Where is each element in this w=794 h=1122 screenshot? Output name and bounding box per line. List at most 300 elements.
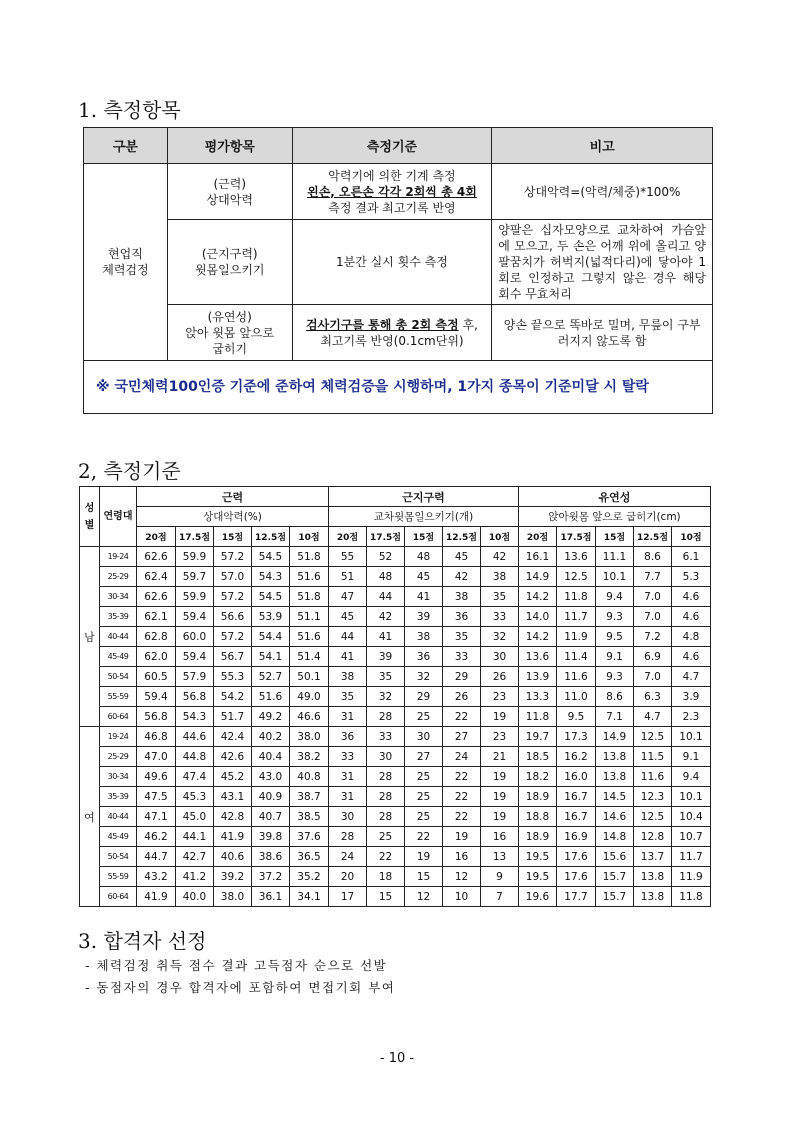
score-header-row xyxy=(80,527,711,547)
value-cell: 17.6 xyxy=(557,847,596,867)
value-cell: 54.5 xyxy=(252,547,290,567)
value-cell: 59.4 xyxy=(176,647,214,667)
section3-heading: 3. 합격자 선정 xyxy=(78,929,207,953)
value-cell: 12.5 xyxy=(557,567,596,587)
value-cell: 59.9 xyxy=(176,547,214,567)
value-cell: 13.8 xyxy=(634,887,672,907)
age-cell: 40-44 xyxy=(100,627,137,647)
score-header: 20점 xyxy=(137,527,176,547)
value-cell: 27 xyxy=(405,747,443,767)
value-cell: 17.3 xyxy=(557,727,596,747)
value-cell: 54.4 xyxy=(252,627,290,647)
value-cell: 54.5 xyxy=(252,587,290,607)
value-cell: 57.2 xyxy=(214,627,252,647)
value-cell: 38.2 xyxy=(290,747,329,767)
value-cell: 44 xyxy=(367,587,405,607)
value-cell: 11.5 xyxy=(634,747,672,767)
value-cell: 56.7 xyxy=(214,647,252,667)
value-cell: 7.1 xyxy=(596,707,634,727)
value-cell: 4.6 xyxy=(672,587,711,607)
value-cell: 14.8 xyxy=(596,827,634,847)
value-cell: 40.7 xyxy=(252,807,290,827)
value-cell: 47.4 xyxy=(176,767,214,787)
value-cell: 51.7 xyxy=(214,707,252,727)
value-cell: 4.6 xyxy=(672,647,711,667)
item-flexibility: (유연성) 앉아 윗몸 앞으로 굽히기 xyxy=(167,305,292,361)
value-cell: 9.4 xyxy=(596,587,634,607)
table-row xyxy=(80,807,711,827)
value-cell: 16.7 xyxy=(557,787,596,807)
value-cell: 38.0 xyxy=(290,727,329,747)
item-endurance: (근지구력) 윗몸일으키기 xyxy=(167,220,292,305)
value-cell: 40.9 xyxy=(252,787,290,807)
value-cell: 12.5 xyxy=(634,727,672,747)
score-header: 20점 xyxy=(329,527,367,547)
measurement-items-table xyxy=(83,127,713,414)
value-cell: 9.1 xyxy=(596,647,634,667)
value-cell: 19 xyxy=(481,707,519,727)
value-cell: 26 xyxy=(443,687,481,707)
value-cell: 8.6 xyxy=(634,547,672,567)
value-cell: 44.8 xyxy=(176,747,214,767)
value-cell: 13.9 xyxy=(519,667,557,687)
value-cell: 40.4 xyxy=(252,747,290,767)
age-cell: 35-39 xyxy=(100,607,137,627)
value-cell: 18.5 xyxy=(519,747,557,767)
table-row xyxy=(80,827,711,847)
value-cell: 54.1 xyxy=(252,647,290,667)
value-cell: 30 xyxy=(405,727,443,747)
value-cell: 38 xyxy=(443,587,481,607)
value-cell: 23 xyxy=(481,687,519,707)
age-cell: 60-64 xyxy=(100,887,137,907)
value-cell: 42 xyxy=(367,607,405,627)
value-cell: 12.8 xyxy=(634,827,672,847)
age-cell: 40-44 xyxy=(100,807,137,827)
value-cell: 16.7 xyxy=(557,807,596,827)
value-cell: 14.2 xyxy=(519,627,557,647)
value-cell: 42.6 xyxy=(214,747,252,767)
value-cell: 11.1 xyxy=(596,547,634,567)
table-row xyxy=(80,707,711,727)
value-cell: 59.4 xyxy=(176,607,214,627)
value-cell: 8.6 xyxy=(596,687,634,707)
value-cell: 22 xyxy=(443,807,481,827)
value-cell: 35.2 xyxy=(290,867,329,887)
value-cell: 40.6 xyxy=(214,847,252,867)
value-cell: 45 xyxy=(443,547,481,567)
value-cell: 47.5 xyxy=(137,787,176,807)
value-cell: 32 xyxy=(405,667,443,687)
table-row xyxy=(80,627,711,647)
value-cell: 31 xyxy=(329,787,367,807)
value-cell: 13.8 xyxy=(596,747,634,767)
value-cell: 16.0 xyxy=(557,767,596,787)
value-cell: 7.0 xyxy=(634,667,672,687)
score-header: 15점 xyxy=(596,527,634,547)
value-cell: 30 xyxy=(481,647,519,667)
table-row xyxy=(80,727,711,747)
value-cell: 47.0 xyxy=(137,747,176,767)
score-header: 17.5점 xyxy=(557,527,596,547)
value-cell: 28 xyxy=(367,787,405,807)
value-cell: 49.0 xyxy=(290,687,329,707)
value-cell: 25 xyxy=(405,807,443,827)
value-cell: 46.6 xyxy=(290,707,329,727)
value-cell: 45 xyxy=(329,607,367,627)
value-cell: 9.3 xyxy=(596,667,634,687)
value-cell: 9.1 xyxy=(672,747,711,767)
value-cell: 46.8 xyxy=(137,727,176,747)
value-cell: 18.9 xyxy=(519,827,557,847)
age-cell: 25-29 xyxy=(100,567,137,587)
value-cell: 62.1 xyxy=(137,607,176,627)
page-number: - 10 - xyxy=(379,1051,415,1066)
value-cell: 29 xyxy=(405,687,443,707)
value-cell: 9 xyxy=(481,867,519,887)
value-cell: 50.1 xyxy=(290,667,329,687)
value-cell: 19 xyxy=(443,827,481,847)
value-cell: 59.4 xyxy=(137,687,176,707)
age-cell: 19-24 xyxy=(100,547,137,567)
value-cell: 37.6 xyxy=(290,827,329,847)
value-cell: 40.0 xyxy=(176,887,214,907)
selection-rule-1: - 체력검정 취득 점수 결과 고득점자 순으로 선발 xyxy=(85,958,388,973)
age-cell: 55-59 xyxy=(100,687,137,707)
table-row xyxy=(80,847,711,867)
value-cell: 59.9 xyxy=(176,587,214,607)
value-cell: 51.8 xyxy=(290,587,329,607)
value-cell: 10 xyxy=(443,887,481,907)
value-cell: 45.3 xyxy=(176,787,214,807)
value-cell: 41 xyxy=(405,587,443,607)
value-cell: 15.7 xyxy=(596,867,634,887)
value-cell: 11.7 xyxy=(672,847,711,867)
value-cell: 19.6 xyxy=(519,887,557,907)
score-header: 17.5점 xyxy=(367,527,405,547)
value-cell: 25 xyxy=(367,827,405,847)
score-header: 12.5점 xyxy=(634,527,672,547)
age-cell: 60-64 xyxy=(100,707,137,727)
table-row xyxy=(80,887,711,907)
value-cell: 11.0 xyxy=(557,687,596,707)
header-note: 비고 xyxy=(492,128,713,164)
table-row xyxy=(80,607,711,627)
value-cell: 57.0 xyxy=(214,567,252,587)
value-cell: 6.3 xyxy=(634,687,672,707)
value-cell: 47.1 xyxy=(137,807,176,827)
value-cell: 39.2 xyxy=(214,867,252,887)
value-cell: 5.3 xyxy=(672,567,711,587)
note-endurance: 양팔은 십자모양으로 교차하여 가슴앞에 모으고, 두 손은 어깨 위에 올리고 양 팔꿈치가 허벅지(넓적다리)에 닿아야 1회로 인정하고 그렇지 않은 경우 해당 회수 무효처리 xyxy=(492,220,713,305)
table-row xyxy=(80,547,711,567)
value-cell: 19.5 xyxy=(519,867,557,887)
value-cell: 6.9 xyxy=(634,647,672,667)
value-cell: 13.3 xyxy=(519,687,557,707)
value-cell: 62.4 xyxy=(137,567,176,587)
value-cell: 11.7 xyxy=(557,607,596,627)
value-cell: 36 xyxy=(443,607,481,627)
value-cell: 44.7 xyxy=(137,847,176,867)
note-strength: 상대악력=(악력/체중)*100% xyxy=(492,164,713,220)
value-cell: 38.6 xyxy=(252,847,290,867)
value-cell: 14.5 xyxy=(596,787,634,807)
sub-flexibility: 앉아윗몸 앞으로 굽히기(cm) xyxy=(519,507,711,527)
value-cell: 36 xyxy=(329,727,367,747)
value-cell: 9.5 xyxy=(557,707,596,727)
value-cell: 31 xyxy=(329,707,367,727)
criteria-endurance: 1분간 실시 횟수 측정 xyxy=(292,220,492,305)
value-cell: 25 xyxy=(405,767,443,787)
value-cell: 39 xyxy=(367,647,405,667)
value-cell: 10.1 xyxy=(672,727,711,747)
value-cell: 53.9 xyxy=(252,607,290,627)
header-item: 평가항목 xyxy=(167,128,292,164)
sex-cell: 남 xyxy=(80,547,100,727)
value-cell: 29 xyxy=(443,667,481,687)
age-cell: 45-49 xyxy=(100,827,137,847)
value-cell: 19.5 xyxy=(519,847,557,867)
sub-endurance: 교차윗몸일으키기(개) xyxy=(329,507,519,527)
value-cell: 38.5 xyxy=(290,807,329,827)
value-cell: 22 xyxy=(443,767,481,787)
group-endurance: 근지구력 xyxy=(329,487,519,507)
table-row xyxy=(80,787,711,807)
value-cell: 10.4 xyxy=(672,807,711,827)
value-cell: 17 xyxy=(329,887,367,907)
value-cell: 18.2 xyxy=(519,767,557,787)
header-category: 구분 xyxy=(84,128,168,164)
value-cell: 11.9 xyxy=(672,867,711,887)
value-cell: 4.7 xyxy=(634,707,672,727)
score-header: 10점 xyxy=(290,527,329,547)
value-cell: 12.5 xyxy=(634,807,672,827)
value-cell: 42.4 xyxy=(214,727,252,747)
category-cell: 현업직 체력검정 xyxy=(84,164,168,361)
section1-heading: 1. 측정항목 xyxy=(78,98,181,122)
value-cell: 30 xyxy=(367,747,405,767)
value-cell: 44 xyxy=(329,627,367,647)
value-cell: 13.8 xyxy=(634,867,672,887)
value-cell: 48 xyxy=(405,547,443,567)
value-cell: 22 xyxy=(443,707,481,727)
value-cell: 39 xyxy=(405,607,443,627)
value-cell: 14.2 xyxy=(519,587,557,607)
notice-banner: ※ 국민체력100인증 기준에 준하여 체력검증을 시행하며, 1가지 종목이 기준미달 시 탈락 xyxy=(84,361,713,414)
value-cell: 15.7 xyxy=(596,887,634,907)
value-cell: 16 xyxy=(443,847,481,867)
criteria-flexibility: 검사기구를 통해 총 2회 측정 후, 최고기록 반영(0.1cm단위) xyxy=(292,305,492,361)
value-cell: 4.6 xyxy=(672,607,711,627)
value-cell: 15 xyxy=(405,867,443,887)
value-cell: 32 xyxy=(481,627,519,647)
table-row xyxy=(80,647,711,667)
value-cell: 39.8 xyxy=(252,827,290,847)
table-row xyxy=(80,567,711,587)
value-cell: 35 xyxy=(443,627,481,647)
age-cell: 19-24 xyxy=(100,727,137,747)
value-cell: 11.4 xyxy=(557,647,596,667)
value-cell: 13.6 xyxy=(557,547,596,567)
value-cell: 22 xyxy=(443,787,481,807)
value-cell: 19 xyxy=(481,807,519,827)
age-cell: 35-39 xyxy=(100,787,137,807)
value-cell: 51.6 xyxy=(290,567,329,587)
score-header: 15점 xyxy=(214,527,252,547)
note-flexibility: 양손 끝으로 똑바로 밀며, 무릎이 구부러지지 않도록 함 xyxy=(492,305,713,361)
value-cell: 51.6 xyxy=(252,687,290,707)
table-row xyxy=(80,747,711,767)
value-cell: 11.8 xyxy=(557,587,596,607)
table-row xyxy=(80,767,711,787)
value-cell: 44.1 xyxy=(176,827,214,847)
value-cell: 57.2 xyxy=(214,547,252,567)
value-cell: 43.2 xyxy=(137,867,176,887)
value-cell: 60.5 xyxy=(137,667,176,687)
value-cell: 38.0 xyxy=(214,887,252,907)
value-cell: 25 xyxy=(405,707,443,727)
value-cell: 18.9 xyxy=(519,787,557,807)
value-cell: 28 xyxy=(367,807,405,827)
value-cell: 10.1 xyxy=(672,787,711,807)
age-cell: 30-34 xyxy=(100,587,137,607)
col-sex: 성별 xyxy=(80,487,100,547)
value-cell: 26 xyxy=(481,667,519,687)
score-header: 12.5점 xyxy=(443,527,481,547)
value-cell: 7 xyxy=(481,887,519,907)
value-cell: 10.7 xyxy=(672,827,711,847)
value-cell: 4.8 xyxy=(672,627,711,647)
value-cell: 12.3 xyxy=(634,787,672,807)
value-cell: 16 xyxy=(481,827,519,847)
value-cell: 33 xyxy=(443,647,481,667)
value-cell: 13 xyxy=(481,847,519,867)
header-criteria: 측정기준 xyxy=(292,128,492,164)
age-cell: 50-54 xyxy=(100,667,137,687)
score-header: 17.5점 xyxy=(176,527,214,547)
value-cell: 43.1 xyxy=(214,787,252,807)
value-cell: 36.5 xyxy=(290,847,329,867)
selection-rule-2: - 동점자의 경우 합격자에 포함하여 면접기회 부여 xyxy=(85,980,396,995)
value-cell: 9.5 xyxy=(596,627,634,647)
value-cell: 42.7 xyxy=(176,847,214,867)
value-cell: 57.2 xyxy=(214,587,252,607)
value-cell: 42.8 xyxy=(214,807,252,827)
value-cell: 2.3 xyxy=(672,707,711,727)
value-cell: 51 xyxy=(329,567,367,587)
value-cell: 24 xyxy=(443,747,481,767)
value-cell: 48 xyxy=(367,567,405,587)
value-cell: 25 xyxy=(405,787,443,807)
value-cell: 10.1 xyxy=(596,567,634,587)
value-cell: 28 xyxy=(367,707,405,727)
value-cell: 49.2 xyxy=(252,707,290,727)
value-cell: 13.6 xyxy=(519,647,557,667)
age-cell: 25-29 xyxy=(100,747,137,767)
value-cell: 15 xyxy=(367,887,405,907)
value-cell: 33 xyxy=(481,607,519,627)
value-cell: 3.9 xyxy=(672,687,711,707)
group-strength: 근력 xyxy=(137,487,329,507)
value-cell: 11.6 xyxy=(634,767,672,787)
score-header: 20점 xyxy=(519,527,557,547)
value-cell: 45.0 xyxy=(176,807,214,827)
value-cell: 30 xyxy=(329,807,367,827)
value-cell: 55 xyxy=(329,547,367,567)
value-cell: 14.9 xyxy=(596,727,634,747)
value-cell: 59.7 xyxy=(176,567,214,587)
value-cell: 41.9 xyxy=(214,827,252,847)
value-cell: 52 xyxy=(367,547,405,567)
value-cell: 11.9 xyxy=(557,627,596,647)
value-cell: 9.4 xyxy=(672,767,711,787)
value-cell: 14.0 xyxy=(519,607,557,627)
value-cell: 7.7 xyxy=(634,567,672,587)
value-cell: 19.7 xyxy=(519,727,557,747)
value-cell: 9.3 xyxy=(596,607,634,627)
value-cell: 36.1 xyxy=(252,887,290,907)
value-cell: 44.6 xyxy=(176,727,214,747)
value-cell: 11.8 xyxy=(672,887,711,907)
value-cell: 56.8 xyxy=(176,687,214,707)
value-cell: 27 xyxy=(443,727,481,747)
score-header: 15점 xyxy=(405,527,443,547)
value-cell: 37.2 xyxy=(252,867,290,887)
value-cell: 36 xyxy=(405,647,443,667)
value-cell: 52.7 xyxy=(252,667,290,687)
value-cell: 21 xyxy=(481,747,519,767)
value-cell: 62.6 xyxy=(137,547,176,567)
value-cell: 49.6 xyxy=(137,767,176,787)
value-cell: 41 xyxy=(329,647,367,667)
value-cell: 6.1 xyxy=(672,547,711,567)
value-cell: 15.6 xyxy=(596,847,634,867)
value-cell: 7.0 xyxy=(634,607,672,627)
value-cell: 62.0 xyxy=(137,647,176,667)
value-cell: 28 xyxy=(367,767,405,787)
value-cell: 41.9 xyxy=(137,887,176,907)
score-header: 10점 xyxy=(672,527,711,547)
age-cell: 55-59 xyxy=(100,867,137,887)
value-cell: 57.9 xyxy=(176,667,214,687)
value-cell: 12 xyxy=(443,867,481,887)
value-cell: 22 xyxy=(405,827,443,847)
value-cell: 19 xyxy=(405,847,443,867)
value-cell: 62.6 xyxy=(137,587,176,607)
value-cell: 14.6 xyxy=(596,807,634,827)
value-cell: 62.8 xyxy=(137,627,176,647)
value-cell: 7.0 xyxy=(634,587,672,607)
value-cell: 32 xyxy=(367,687,405,707)
table-row xyxy=(80,587,711,607)
value-cell: 13.8 xyxy=(596,767,634,787)
score-header: 10점 xyxy=(481,527,519,547)
value-cell: 18 xyxy=(367,867,405,887)
age-cell: 50-54 xyxy=(100,847,137,867)
value-cell: 22 xyxy=(367,847,405,867)
value-cell: 42 xyxy=(443,567,481,587)
value-cell: 47 xyxy=(329,587,367,607)
value-cell: 18.8 xyxy=(519,807,557,827)
age-cell: 45-49 xyxy=(100,647,137,667)
value-cell: 41.2 xyxy=(176,867,214,887)
score-header: 12.5점 xyxy=(252,527,290,547)
section2-heading: 2, 측정기준 xyxy=(78,459,181,483)
value-cell: 51.4 xyxy=(290,647,329,667)
value-cell: 60.0 xyxy=(176,627,214,647)
value-cell: 56.8 xyxy=(137,707,176,727)
value-cell: 16.2 xyxy=(557,747,596,767)
